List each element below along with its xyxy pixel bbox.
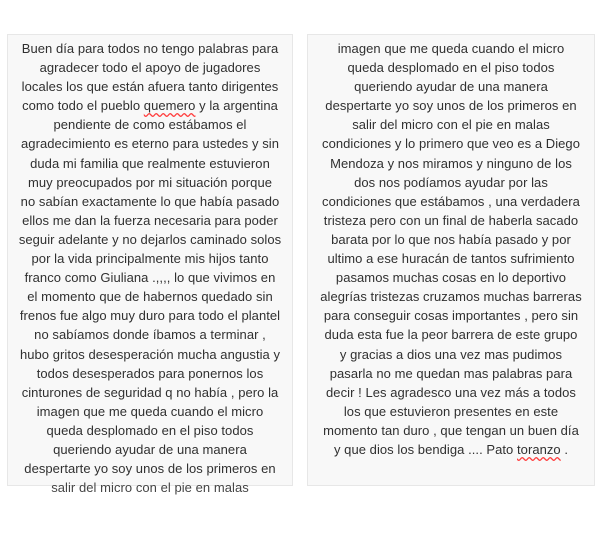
message-panel-right: [307, 34, 595, 486]
text-line: queriendo ayudar de una manera: [354, 79, 548, 95]
text-line: [318, 440, 584, 459]
text-line: duda mi familia que realmente estuvieron: [30, 155, 270, 171]
message-text-right: [308, 39, 594, 459]
text-line: muy preocupados por mi situación porque: [27, 174, 273, 190]
text-line: ultimo a ese huracán de tantos sufrimiento: [327, 251, 575, 267]
text-line: agradecimiento es eterno para ustedes y sin: [21, 136, 279, 152]
text-line: no sabían exactamente lo que había pasado: [20, 193, 280, 209]
text-line: pasamos muchas cosas en lo deportivo: [335, 270, 567, 286]
text-line: los que estuvieron presentes en este: [343, 403, 559, 419]
text-line: Mendoza y nos miramos y ninguno de los: [330, 155, 572, 171]
clipped-text-content: salir del micro con el pie en malas: [51, 480, 249, 496]
text-line: el momento que de habernos quedado sin: [27, 289, 273, 305]
text-segment: y que dios los bendiga .... Pato: [333, 441, 517, 457]
text-line: imagen que me queda cuando el micro: [337, 41, 565, 56]
text-line: para conseguir cosas importantes , pero sin: [323, 308, 579, 324]
message-panel-left: [7, 34, 293, 496]
text-line: duda esta fue la peor barrera de este grupo: [324, 327, 578, 343]
text-line: agradecer todo el apoyo de jugadores: [39, 60, 261, 76]
text-line: queda desplomado en el piso todos: [46, 422, 254, 438]
text-line: pasarla no me quedan mas palabras para: [329, 365, 573, 381]
text-line: condiciones que estábamos , una verdadera: [322, 193, 580, 209]
text-segment: .: [560, 441, 569, 457]
message-text-left: [8, 39, 292, 496]
text-line: salir del micro con el pie en malas: [352, 117, 550, 133]
text-line: cinturones de seguridad q no había , pero la: [21, 384, 279, 400]
text-line: ellos me dan la fuerza necesaria para poder: [22, 212, 278, 228]
text-line: decir ! Les agradesco una vez más a todos: [326, 384, 576, 400]
text-line: franco como Giuliana .,,,, lo que vivimos en: [24, 270, 276, 286]
text-line: barata por lo que nos había pasado y por: [331, 231, 571, 247]
text-segment: como todo el pueblo: [22, 98, 144, 114]
text-line: seguir adelante y no dejarlos caminado solos: [18, 231, 282, 247]
text-line: queda desplomado en el piso todos: [347, 60, 555, 76]
text-line: hubo gritos desesperación mucha angustia y: [19, 346, 281, 362]
spellcheck-underlined-word: toranzo: [517, 441, 561, 457]
text-line: locales los que están afuera tanto dirigentes: [21, 79, 279, 95]
text-line: tristeza pero con un final de haberla sacado: [323, 212, 579, 228]
text-line: y gracias a dios una vez mas pudimos: [339, 346, 563, 362]
text-line: imagen que me queda cuando el micro: [36, 403, 264, 419]
text-segment: y la argentina: [195, 98, 278, 114]
text-line: despertarte yo soy unos de los primeros en: [325, 98, 577, 114]
text-line: alegrías tristezas cruzamos muchas barreras: [320, 289, 582, 305]
text-line: [18, 96, 282, 115]
text-line: no sabíamos donde íbamos a terminar ,: [34, 327, 266, 343]
text-line: frenos fue algo muy duro para todo el plantel: [19, 308, 281, 324]
spellcheck-underlined-word: quemero: [143, 98, 196, 114]
text-line: por la vida principalmente mis hijos tanto: [31, 251, 269, 267]
text-line: momento tan duro , que tengan un buen día: [323, 422, 579, 438]
text-line: queriendo ayudar de una manera: [53, 441, 247, 457]
text-line: Buen día para todos no tengo palabras para: [21, 41, 279, 56]
text-line: todos desesperados para ponernos los: [36, 365, 264, 381]
clipped-text-line: [18, 478, 282, 496]
text-line: dos nos podíamos ayudar por las: [354, 174, 548, 190]
text-line: condiciones y lo primero que veo es a Diego: [322, 136, 580, 152]
text-line: pendiente de como estábamos el: [53, 117, 247, 133]
text-line: despertarte yo soy unos de los primeros en: [24, 461, 276, 477]
